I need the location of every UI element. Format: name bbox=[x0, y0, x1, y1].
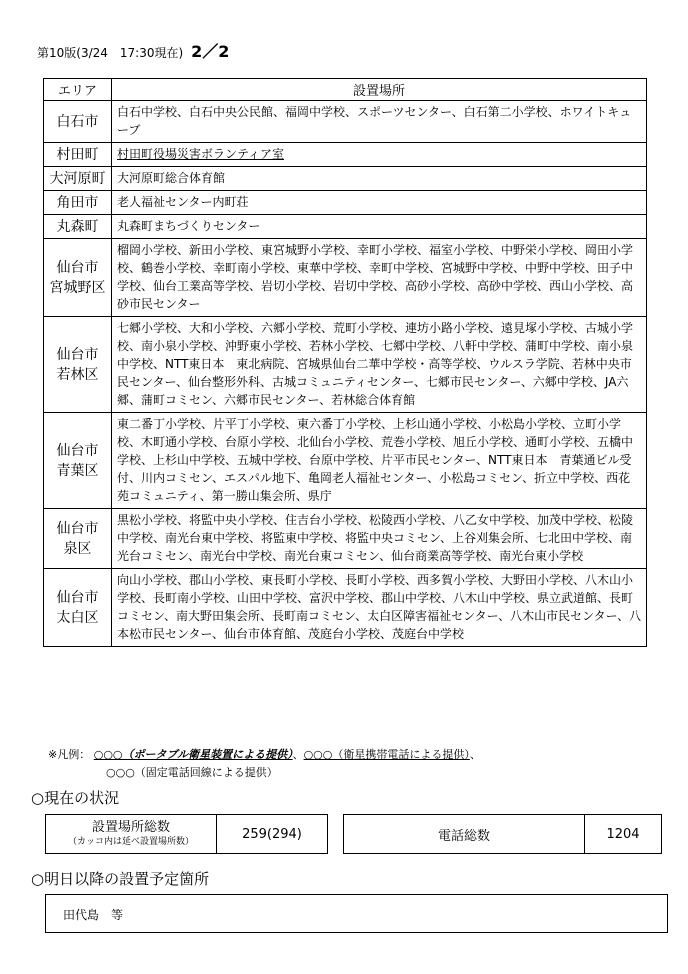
area-cell: 村田町 bbox=[44, 143, 112, 167]
header-sites: 設置場所 bbox=[112, 79, 647, 101]
table-row bbox=[44, 101, 647, 143]
sites-cell: 村田町役場災害ボランティア室 bbox=[112, 143, 647, 167]
legend-line-2 bbox=[48, 764, 481, 782]
table-row bbox=[44, 239, 647, 317]
current-status-title: ○現在の状況 bbox=[31, 789, 120, 807]
area-cell: 仙台市 泉区 bbox=[44, 509, 112, 569]
legend-satellite-phone: ○○○（衛星携帯電話による提供） bbox=[303, 748, 470, 761]
area-cell: 丸森町 bbox=[44, 215, 112, 239]
area-cell: 角田市 bbox=[44, 191, 112, 215]
sites-cell: 丸森町まちづくりセンター bbox=[112, 215, 647, 239]
table-row bbox=[44, 191, 647, 215]
legend-landline: ○○○（固定電話回線による提供） bbox=[106, 766, 278, 779]
table-row bbox=[44, 317, 647, 413]
table-row bbox=[44, 215, 647, 239]
legend-portable-satellite: ○○○（ポータブル衛星装置による提供） bbox=[93, 748, 293, 761]
sites-cell: 向山小学校、郡山小学校、東長町小学校、長町小学校、西多賀小学校、大野田小学校、八木山小学校、長町南小学校、山田中学校、富沢中学校、郡山中学校、八木山中学校、県立武道館、長町コミセン、南大野田集会所、長町南コミセン、太白区障害福祉センター、八木山市民センター、八本松市民センター、仙台市体育館、茂庭台小学校、茂庭台中学校 bbox=[112, 569, 647, 647]
phones-total-box bbox=[343, 814, 662, 854]
sites-cell: 黒松小学校、将監中央小学校、住吉台小学校、松陵西小学校、八乙女中学校、加茂中学校、松陵中学校、南光台東中学校、将監東中学校、将監中央コミセン、上谷刈集会所、七北田中学校、南光台コミセン、南光台中学校、南光台東コミセン、仙台商業高等学校、南光台東小学校 bbox=[112, 509, 647, 569]
document-header bbox=[37, 44, 229, 61]
area-cell: 仙台市 太白区 bbox=[44, 569, 112, 647]
phones-total-value: 1204 bbox=[606, 826, 640, 842]
table-row bbox=[44, 167, 647, 191]
table-row bbox=[44, 509, 647, 569]
sites-table bbox=[43, 78, 647, 647]
sites-cell: 七郷小学校、大和小学校、六郷小学校、荒町小学校、連坊小路小学校、遠見塚小学校、古城小学校、南小泉小学校、沖野東小学校、若林小学校、七郷中学校、八軒中学校、蒲町中学校、南小泉中学校、NTT東日本 東北病院、宮城県仙台二華中学校・高等学校、ウルスラ学院、若林中央市民センター、仙台整形外科、古城コミュニティセンター、七郷市民センター、六郷中学校、JA六郷、蒲町コミセン、六郷市民センター、若林総合体育館 bbox=[112, 317, 647, 413]
table-header-row bbox=[44, 79, 647, 101]
sites-cell: 白石中学校、白石中央公民館、福岡中学校、スポーツセンター、白石第二小学校、ホワイトキューブ bbox=[112, 101, 647, 143]
area-cell: 白石市 bbox=[44, 101, 112, 143]
table-row bbox=[44, 413, 647, 509]
page-number: 2／2 bbox=[191, 42, 230, 61]
sites-cell: 東二番丁小学校、片平丁小学校、東六番丁小学校、上杉山通小学校、小松島小学校、立町小学校、木町通小学校、台原小学校、北仙台小学校、荒巻小学校、旭丘小学校、通町小学校、五橋中学校、上杉山中学校、五城中学校、台原中学校、片平市民センター、NTT東日本 青葉通ビル受付、川内コミセン、エスパル地下、亀岡老人福祉センター、小松島コミセン、折立中学校、西花苑コミュニティ、第一勝山集会所、県庁 bbox=[112, 413, 647, 509]
version-label: 第10版(3/24 17:30現在) bbox=[37, 46, 184, 60]
area-cell: 仙台市 青葉区 bbox=[44, 413, 112, 509]
sites-cell: 老人福祉センター内町荘 bbox=[112, 191, 647, 215]
legend-note bbox=[48, 746, 481, 782]
area-cell: 仙台市 宮城野区 bbox=[44, 239, 112, 317]
sites-total-label-cell bbox=[46, 815, 217, 853]
sites-cell: 榴岡小学校、新田小学校、東宮城野小学校、幸町小学校、福室小学校、中野栄小学校、岡田小学校、鶴巻小学校、幸町南小学校、東華中学校、幸町中学校、宮城野中学校、中野中学校、田子中学校、仙台工業高等学校、岩切小学校、岩切中学校、高砂小学校、高砂中学校、西山小学校、高砂市民センター bbox=[112, 239, 647, 317]
planned-sites-text: 田代島 等 bbox=[63, 908, 124, 922]
area-cell: 仙台市 若林区 bbox=[44, 317, 112, 413]
legend-separator: 、 bbox=[292, 748, 304, 761]
legend-line-1 bbox=[48, 746, 481, 764]
header-area: エリア bbox=[44, 79, 112, 101]
sites-cell: 大河原町総合体育館 bbox=[112, 167, 647, 191]
sites-total-value: 259(294) bbox=[242, 826, 302, 842]
table-row bbox=[44, 569, 647, 647]
area-cell: 大河原町 bbox=[44, 167, 112, 191]
planned-sites-box bbox=[45, 894, 668, 933]
phones-total-label: 電話総数 bbox=[344, 815, 585, 853]
sites-total-box bbox=[45, 814, 328, 854]
legend-prefix: ※凡例： bbox=[48, 748, 91, 761]
legend-separator-2: 、 bbox=[469, 748, 481, 761]
planned-sites-title: ○明日以降の設置予定箇所 bbox=[31, 870, 210, 888]
sites-total-label: 設置場所総数 bbox=[91, 820, 170, 835]
table-row bbox=[44, 143, 647, 167]
sites-total-sublabel: （カッコ内は延べ設置場所数） bbox=[68, 837, 194, 847]
